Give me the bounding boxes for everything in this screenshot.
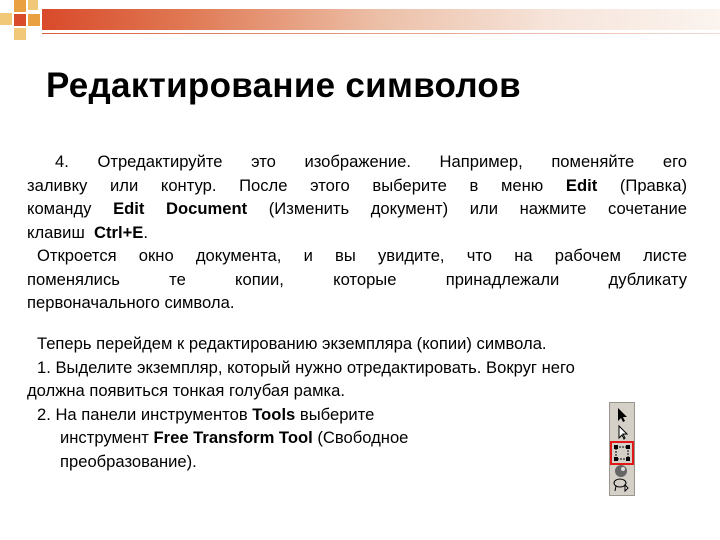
header-rule bbox=[42, 33, 720, 34]
text-line: Откроется окно документа, и вы увидите, что на рабочем листе bbox=[37, 246, 687, 265]
text-line: заливку или контур. После этого выберите в меню Edit (Правка) bbox=[27, 175, 687, 195]
text-line: преобразование). bbox=[60, 451, 197, 471]
text-line: должна появиться тонкая голубая рамка. bbox=[27, 381, 346, 400]
paragraph-instance-editing bbox=[27, 332, 689, 473]
text-line: 1. Выделите экземпляр, который нужно отредактировать. Вокруг него bbox=[37, 357, 575, 377]
arrow-icon[interactable] bbox=[612, 405, 632, 425]
text-line: команду Edit Document (Изменить документ) или нажмите сочетание bbox=[27, 199, 687, 218]
slide-title: Редактирование символов bbox=[46, 66, 521, 105]
paragraph-edit-image bbox=[27, 150, 687, 315]
text-line: первоначального символа. bbox=[27, 293, 235, 312]
text-line: клавиш Ctrl+E. bbox=[27, 222, 148, 242]
text-line: инструмент Free Transform Tool (Свободное bbox=[60, 428, 409, 447]
subselect-icon[interactable] bbox=[612, 423, 632, 443]
text-line: поменялись те копии, которые принадлежали дубликату bbox=[27, 269, 687, 289]
text-line: 4. Отредактируйте это изображение. Например, поменяйте его bbox=[55, 152, 687, 171]
lasso-icon[interactable] bbox=[612, 477, 632, 497]
text-line: Теперь перейдем к редактированию экземпляра (копии) символа. bbox=[37, 334, 547, 353]
text-line: 2. На панели инструментов Tools выберите bbox=[37, 404, 375, 424]
header-band bbox=[42, 9, 720, 30]
tools-panel bbox=[609, 402, 635, 496]
